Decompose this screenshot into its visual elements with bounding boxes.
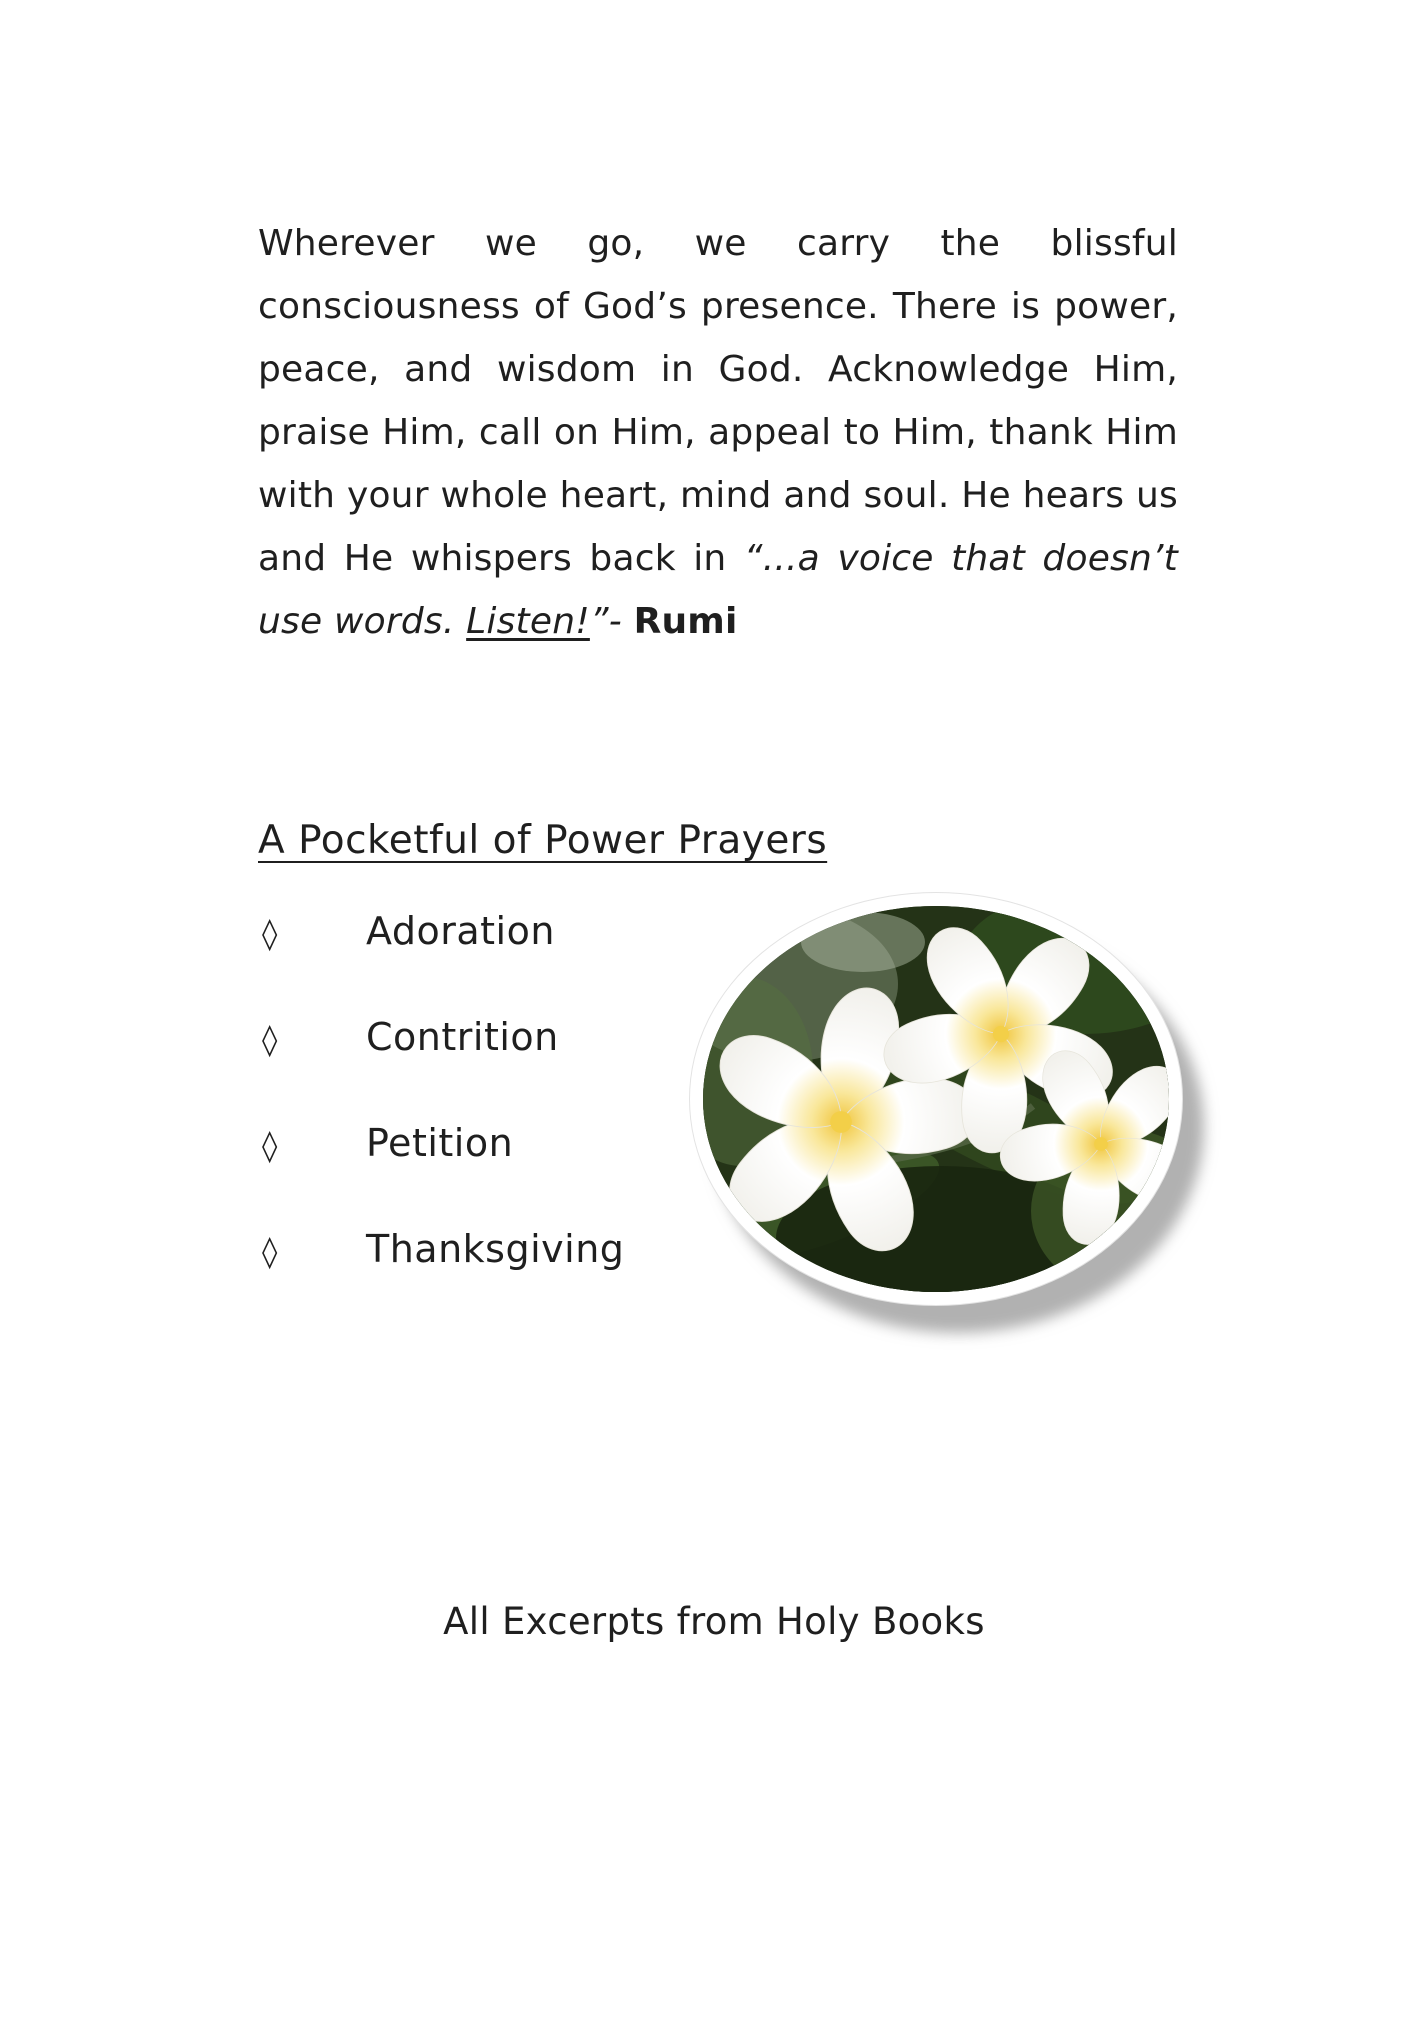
diamond-bullet-icon: ◊ (262, 916, 278, 952)
plumeria-photo-graphic (703, 906, 1169, 1292)
prayer-item-label: Contrition (366, 1015, 559, 1059)
prayer-item-label: Adoration (366, 909, 555, 953)
diamond-bullet-icon: ◊ (262, 1022, 278, 1058)
prayer-item-label: Thanksgiving (366, 1227, 625, 1271)
section-heading: A Pocketful of Power Prayers (258, 818, 828, 863)
list-item (262, 1014, 624, 1063)
plumeria-photo (690, 893, 1182, 1305)
list-item (262, 1226, 624, 1275)
quote-attribution: Rumi (633, 601, 738, 642)
diamond-bullet-icon: ◊ (262, 1234, 278, 1270)
diamond-bullet-icon: ◊ (262, 1128, 278, 1164)
prayer-list (262, 908, 624, 1332)
quote-listen: Listen! (466, 601, 590, 642)
footer-caption: All Excerpts from Holy Books (443, 1600, 985, 1643)
intro-paragraph (258, 212, 1178, 653)
quote-end: ”- (589, 601, 634, 642)
paragraph-main: Wherever we go, we carry the blissful consciousness of God’s presence. There is power, peace, and wisdom in God. Acknowledge Him, praise Him, call on Him, appeal to Him, thank Him with your whole heart, mind and soul. He hears us and He whispers back in (258, 223, 1178, 579)
quote-start: “...a voice that doesn’t use words. (258, 538, 1178, 642)
list-item (262, 908, 624, 957)
prayer-item-label: Petition (366, 1121, 514, 1165)
list-item (262, 1120, 624, 1169)
